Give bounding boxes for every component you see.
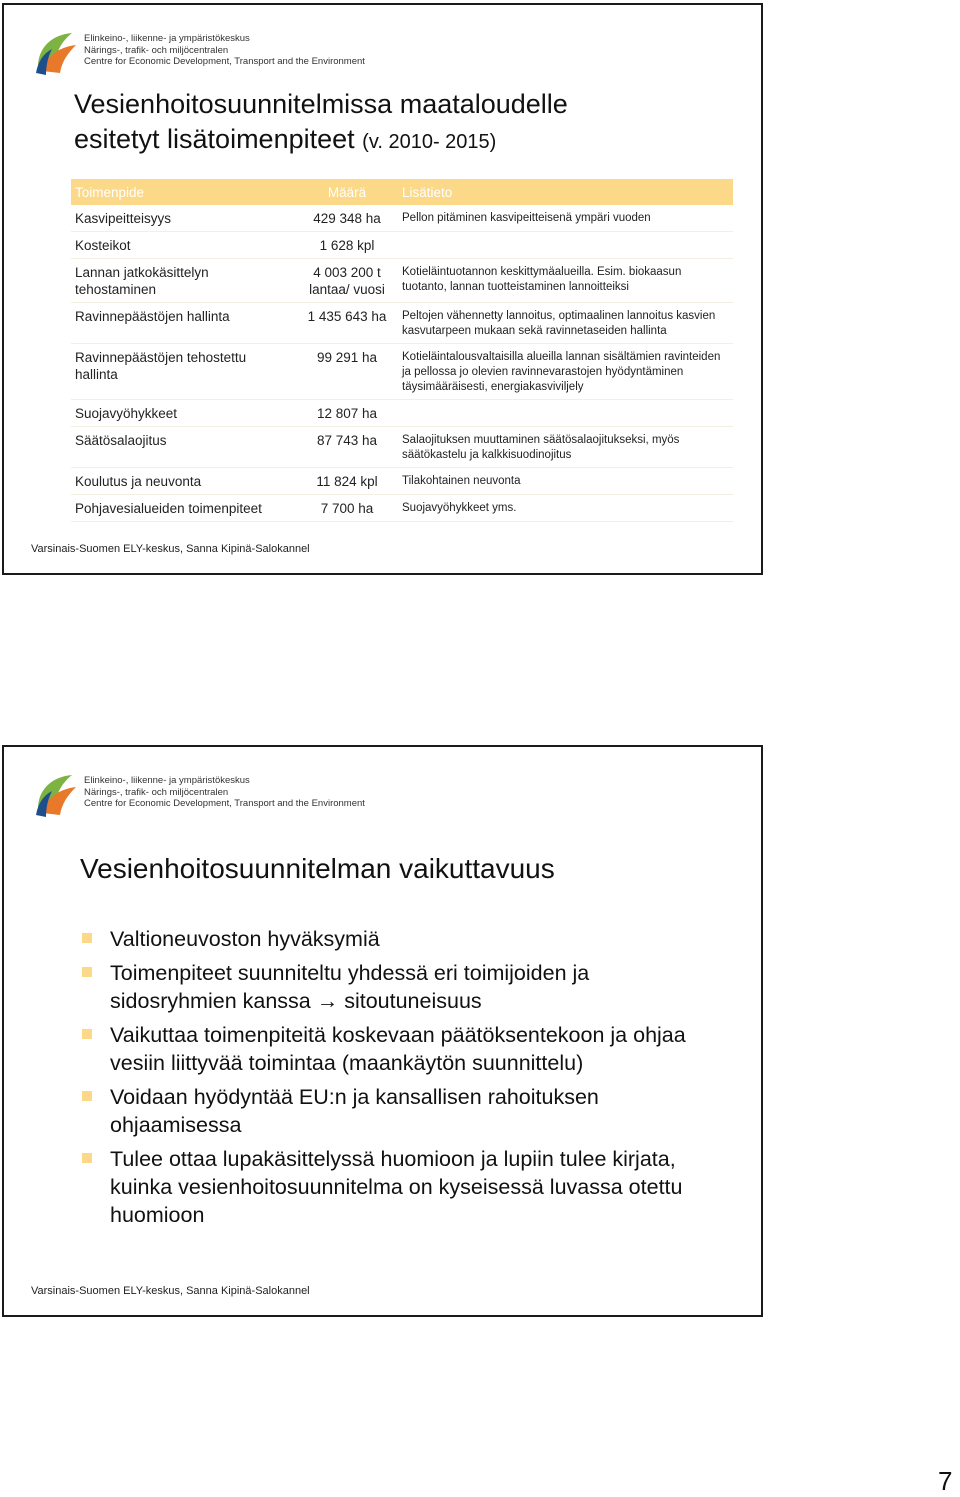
cell-info: Kotieläintuotannon keskittymäalueilla. Esim. biokaasun tuotanto, lannan tuotteistaminen lannoitteiksi [398,259,733,303]
cell-measure: Pohjavesialueiden toimenpiteet [71,495,296,522]
slide-1-footer: Varsinais-Suomen ELY-keskus, Sanna Kipinä-Salokannel [31,543,310,555]
bullet-text: Valtioneuvoston hyväksymiä [110,927,380,951]
table-row [71,495,733,522]
title-line-2 [74,122,694,160]
table-row [71,259,733,303]
bullet-square-icon [82,933,92,943]
logo-line-fi: Elinkeino-, liikenne- ja ympäristökeskus [84,775,250,786]
ely-emblem-icon [32,769,80,821]
table-row [71,303,733,344]
table-row [71,232,733,259]
table-row [71,205,733,232]
measures-table [71,179,733,522]
table-row [71,400,733,427]
bullet-text: Tulee ottaa lupakäsittelyssä huomioon ja lupiin tulee kirjata, kuinka vesienhoitosuunnitelma on kyseisessä luvassa otettu huomioon [110,1147,683,1227]
ely-logo [32,27,365,79]
table-row [71,427,733,468]
cell-amount: 4 003 200 t lantaa/ vuosi [296,259,398,303]
cell-measure: Ravinnepäästöjen tehostettu hallinta [71,344,296,400]
cell-measure: Ravinnepäästöjen hallinta [71,303,296,344]
bullet-item [80,1145,720,1229]
cell-info: Peltojen vähennetty lannoitus, optimaalinen lannoitus kasvien kasvutarpeen mukaan sekä ravinnetaseiden hallinta [398,303,733,344]
ely-emblem-icon [32,27,80,79]
bullet-item [80,959,720,1015]
cell-amount: 7 700 ha [296,495,398,522]
logo-line-fi: Elinkeino-, liikenne- ja ympäristökeskus [84,33,250,44]
bullet-square-icon [82,967,92,977]
cell-info: Suojavyöhykkeet yms. [398,495,733,522]
cell-measure: Kasvipeitteisyys [71,205,296,232]
bullet-text: Vaikuttaa toimenpiteitä koskevaan päätöksentekoon ja ohjaa vesiin liittyvää toimintaa (maankäytön suunnittelu) [110,1023,686,1075]
page-number: 7 [938,1466,953,1496]
logo-line-sv: Närings-, trafik- och miljöcentralen [84,44,229,56]
cell-info: Tilakohtainen neuvonta [398,468,733,495]
logo-line-en: Centre for Economic Development, Transport and the Environment [84,56,365,67]
table-row [71,344,733,400]
slide-2 [2,745,763,1317]
cell-amount: 99 291 ha [296,344,398,400]
cell-amount: 11 824 kpl [296,468,398,495]
table-header-row [71,179,733,205]
title-suffix: (v. 2010- 2015) [362,131,497,153]
cell-amount: 1 435 643 ha [296,303,398,344]
cell-amount: 429 348 ha [296,205,398,232]
cell-measure: Koulutus ja neuvonta [71,468,296,495]
ely-logo [32,769,365,821]
slide-1-title [74,87,694,160]
cell-amount: 12 807 ha [296,400,398,427]
bullet-square-icon [82,1153,92,1163]
cell-info [398,400,733,427]
cell-amount: 1 628 kpl [296,232,398,259]
bullet-square-icon [82,1091,92,1101]
header-maara: Määrä [296,179,398,205]
slide-2-footer: Varsinais-Suomen ELY-keskus, Sanna Kipinä-Salokannel [31,1285,310,1297]
bullet-item [80,1021,720,1077]
cell-info [398,232,733,259]
logo-line-en: Centre for Economic Development, Transport and the Environment [84,798,365,809]
bullet-text: Voidaan hyödyntää EU:n ja kansallisen rahoituksen ohjaamisessa [110,1085,599,1137]
slide-2-title: Vesienhoitosuunnitelman vaikuttavuus [80,853,555,884]
cell-info: Kotieläintalousvaltaisilla alueilla lannan sisältämien ravinteiden ja pellossa jo olevien ravinnevarastojen hyödyntäminen täysimääräisesti, energiakasviviljely [398,344,733,400]
table-row [71,468,733,495]
cell-amount: 87 743 ha [296,427,398,468]
logo-line-sv: Närings-, trafik- och miljöcentralen [84,786,229,798]
slide-1 [2,3,763,575]
cell-measure: Lannan jatkokäsittelyn tehostaminen [71,259,296,303]
bullet-list [80,925,720,1235]
bullet-item [80,925,720,953]
cell-measure: Säätösalaojitus [71,427,296,468]
header-toimenpide: Toimenpide [71,179,296,205]
bullet-item [80,1083,720,1139]
title-line-2-main: esitetyt lisätoimenpiteet [74,124,355,154]
cell-info: Salaojituksen muuttaminen säätösalaojitukseksi, myös säätökastelu ja kalkkisuodinojitus [398,427,733,468]
title-line-1: Vesienhoitosuunnitelmissa maataloudelle [74,89,568,119]
cell-measure: Suojavyöhykkeet [71,400,296,427]
cell-info: Pellon pitäminen kasvipeitteisenä ympäri vuoden [398,205,733,232]
bullet-square-icon [82,1029,92,1039]
cell-measure: Kosteikot [71,232,296,259]
bullet-text: Toimenpiteet suunniteltu yhdessä eri toimijoiden ja sidosryhmien kanssa → sitoutuneisuus [110,961,590,1013]
header-lisatieto: Lisätieto [398,179,733,205]
